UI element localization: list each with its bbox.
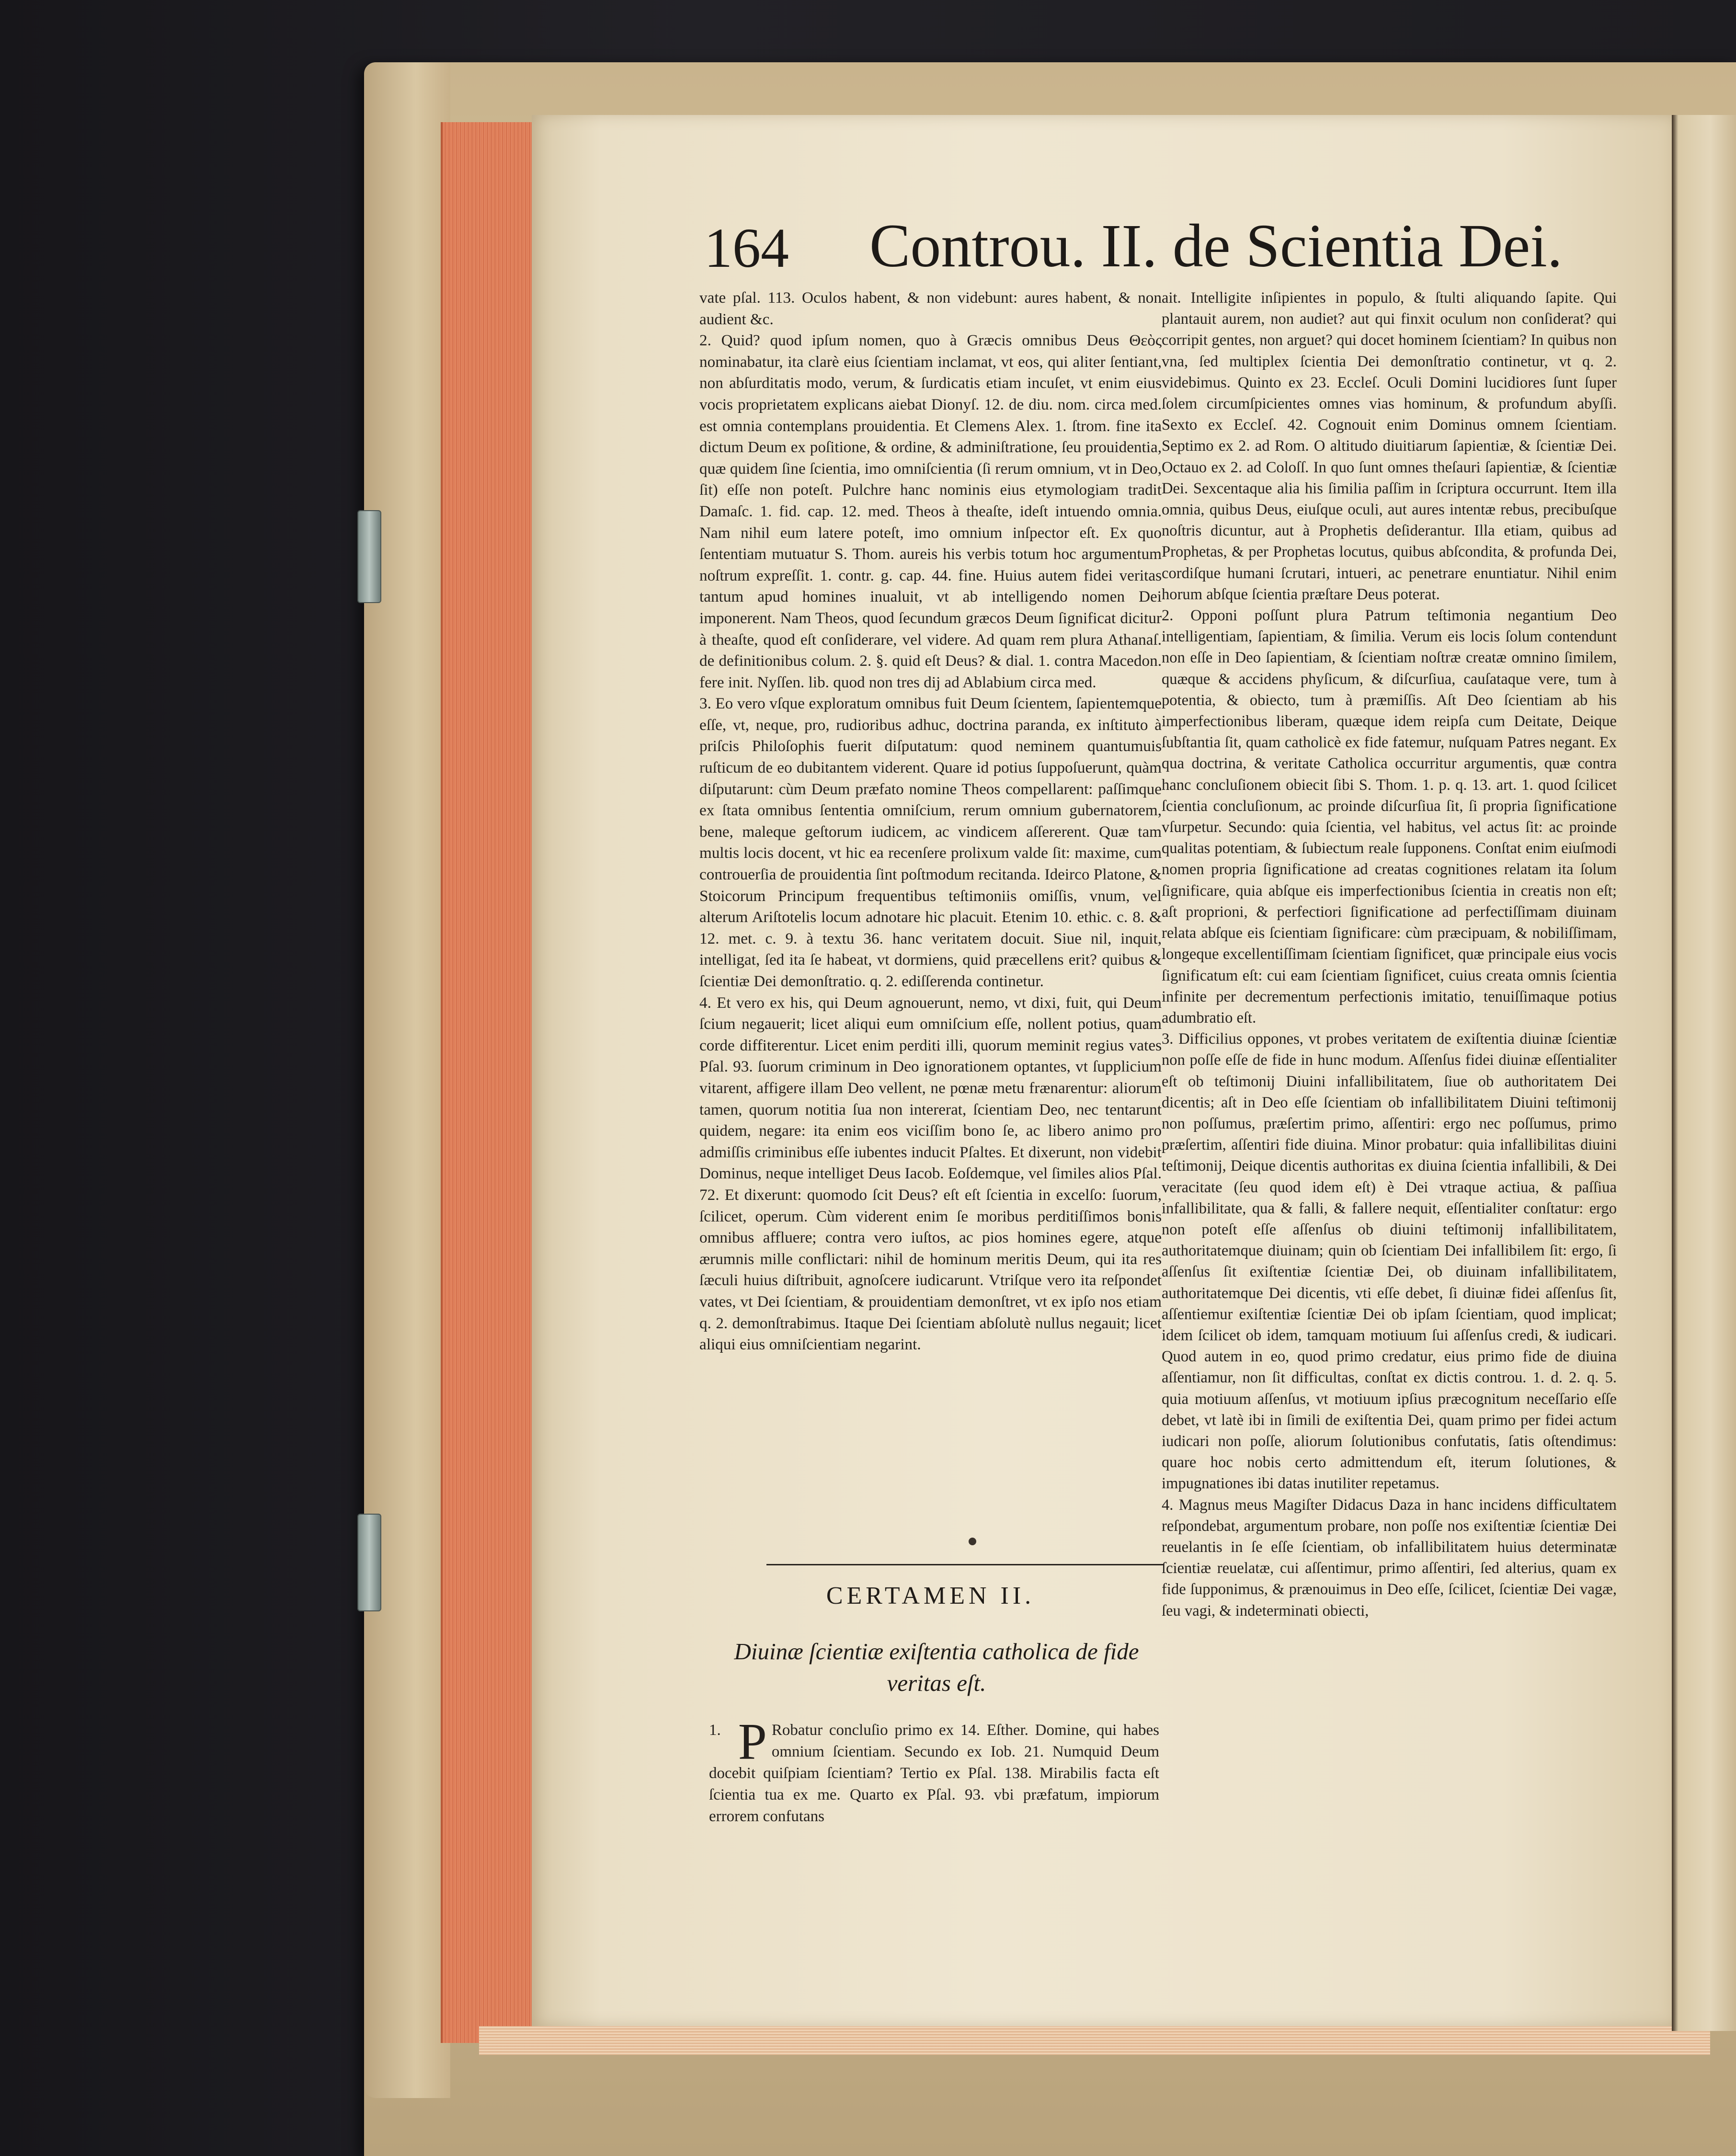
left-paragraph-3: 3. Eo vero vſque exploratum omnibus fuit Deum ſcientem, ſapientemque eſſe, vt, neque, pro, rudioribus adhuc, doctrina paranda, ex inſtituto à priſcis Philoſophis fuerit diſputatum: quod neminem quantumuis ruſticum de eo dubitantem viderent. Quare id potius ſuppoſuerunt, quàm diſputarunt: cùm Deum præfato nomine Theos compellarent: paſſimque ex ſtata omnibus ſententia omniſcium, rerum omnium gubernatorem, bene, maleque geſtorum iudicem, ac vindicem aſſererent. Quæ tam multis locis docent, vt hic ea recenſere prolixum valde ſit: maxime, cum controuerſia de prouidentia ſint poſtmodum recitanda. Ideirco Platone, & Stoicorum Principum frequentibus teſtimoniis omiſſis, vnum, vel alterum Ariſtotelis locum adnotare hic placuit. Etenim 10. ethic. c. 8. & 12. met. c. 9. à textu 36. hanc veritatem docuit. Siue nil, inquit, intelligat, ſed ita ſe habeat, vt dormiens, quid præcellens erit? quibus & ſcientiæ Dei demonſtratio. q. 2. ediſſerenda continetur. [699,695,1162,990]
facing-page-edge [1672,115,1736,2031]
page-header [704,211,1563,283]
cover-spine-edge [364,62,450,2098]
certamen-first-paragraph [709,1713,1159,1827]
right-paragraph-2: 2. Opponi poſſunt plura Patrum teſtimonia negantium Deo intelligentiam, ſapientiam, & ſimilia. Verum eis locis ſolum contendunt non eſſe in Deo ſapientiam, & ſcientiam noſtræ creatæ omnino ſimilem, quæque & accidens phyſicum, & diſcurſiua, cauſataque vere, tum à potentia, & obiecto, tum à præmiſſis. Aſt Deo ſcientiam ab his imperfectionibus liberam, quæque idem reipſa cum Deitate, Deique ſubſtantia ſit, quam catholicè ex fide fatemur, nuſquam Patres negant. Ex qua doctrina, & veritate Catholica occurritur argumentis, quæ contra hanc concluſionem obiecit ſibi S. Thom. 1. p. q. 13. art. 1. quod ſcilicet ſcientia concluſionum, ac proinde diſcurſiua ſit, ſi propria ſignificatione vſurpetur. Secundo: quia ſcientia, vel habitus, vel actus ſit: ac proinde qualitas potentiam, & ſubiectum reale ſupponens. Conſtat enim eiuſmodi nomen propria ſignificatione ad creatas cognitiones relatam ita ſolum ſignificare, quia abſque eis imperfectionibus ſcientia in creatis non eſt; aſt proprioni, & perfectiori ſignificatione ad perfectiſſimam diuinam relata abſque eis ſcientiam ſignificare: cùm præcipuam, & nobiliſſimam, longeque excellentiſſimam ſcientiam ſignificet, quæ principale eius vocis ſignificatum eſt: cui eam ſcientiam ſignificet, cuius creata omnis ſcientia infinite per decrementum perfectionis imitatio, tenuiſſimaque potius adumbratio eſt. [1162,607,1617,1027]
running-title: Controu. II. de Scientia Dei. [869,212,1563,280]
left-paragraph-2: 2. Quid? quod ipſum nomen, quo à Græcis omnibus Deus Θεὸς nominabatur, ita clarè eius ſcientiam inclamat, vt eos, qui aliter ſentiant, non abſurditatis modo, verum, & ſurdicatis etiam incuſet, vt enim eius vocis proprietatem explicans aiebat Dionyſ. 12. de diu. nom. circa med. est omnia contemplans prouidentia. Et Clemens Alex. 1. ſtrom. fine ita dictum Deum ex poſitione, & ordine, & adminiſtratione, ſeu prouidentia, quæ quidem ſine ſcientia, imo omniſcientia (ſi rerum omnium, vt in Deo, ſit) eſſe non poteſt. Pulchre hanc nominis eius etymologiam tradit Damaſc. 1. fid. cap. 12. med. Theos à theaſte, ideſt intuendo omnia. Nam nihil eum latere poteſt, imo omnium inſpector eſt. Ex quo ſententiam mutuatur S. Thom. aureis his verbis totum hoc argumentum noſtrum expreſſit. 1. contr. g. cap. 44. fine. Huius autem fidei veritas tantum apud homines inualuit, vt ab intelligendo nomen Dei imponerent. Nam Theos, quod ſecundum græcos Deum ſignificat dicitur à theaſte, quod eſt conſiderare, vel videre. Ad quam rem plura Athanaſ. de definitionibus colum. 2. §. quid eſt Deus? & dial. 1. contra Macedon. fere init. Nyſſen. lib. quod non tres dij ad Ablabium circa med. [699,331,1162,691]
drop-capital: P [738,1713,767,1770]
left-paragraph-4: 4. Et vero ex his, qui Deum agnouerunt, nemo, vt dixi, fuit, qui Deum ſcium negauerit; licet aliqui eum omniſcium eſſe, nollent potius, quam corde diffiterentur. Licet enim perditi illi, quorum meminit regius vates Pſal. 93. ſuorum criminum in Deo ignorationem optantes, vt ſupplicium vitarent, affigere illam Deo vellent, ne pœnæ metu frænarentur: aliorum tamen, quorum notitia ſua non intererat, ſcientiam Deo, nec tentarunt quidem, negare: ita enim eos viciſſim bono ſe, ac libero animo pro admiſſis criminibus eſſe iubentes inducit Pſaltes. Et dixerunt, non videbit Dominus, neque intelliget Deus Iacob. Eoſdemque, vel ſimiles alios Pſal. 72. Et dixerunt: quomodo ſcit Deus? eſt eſt ſcientia in excelſo: ſuorum, ſcilicet, operum. Cùm viderent enim ſe moribus perditiſſimos bonis omnibus affluere; contra vero iuſtos, ac pios homines egere, atque ærumnis mille conflictari: nihil de hominum meritis Deum, qui ita res ſæculi huius diſtribuit, agnoſcere iudicarunt. Vtriſque vero ita reſpondet vates, vt Dei ſcientiam, & prouidentiam demonſtret, vt ex ipſo nos etiam q. 2. demonſtrabimus. Itaque Dei ſcientiam abſolutè nullus negauit; licet aliqui eius omniſcientiam negarint. [699,993,1162,1354]
left-column [699,287,1162,1356]
section-subtitle: Diuinæ ſcientiæ exiſtentia catholica de fide veritas eſt. [734,1638,1139,1696]
right-paragraph-4: 4. Magnus meus Magiſter Didacus Daza in hanc incidens difficultatem reſpondebat, argumentum probare, non poſſe nos exiſtentiæ ſcientiæ Dei reuelantis in ſe eſſe ſcientiam, ob infallibilitatem huius determinatæ ſcientiæ reuelatæ, cui aſſentimur, primo aſſentiri, ſed alterius, quam ex fide ſupponimus, & prænouimus in Deo eſſe, ſcilicet, ſcientiæ Dei vagæ, ſeu vagi, & indeterminati obiecti, [1162,1496,1617,1620]
ornament-dot [969,1538,976,1545]
section-rule [766,1564,1164,1565]
left-paragraph-1: vate pſal. 113. Oculos habent, & non videbunt: aures habent, & non audient &c. [699,289,1162,328]
right-paragraph-1: ait. Intelligite inſipientes in populo, & ſtulti aliquando ſapite. Qui plantauit aurem, non audiet? aut qui finxit oculum non conſiderat? qui corripit gentes, non arguet? qui docet hominem ſcientiam? In quibus non vna, ſed multiplex ſcientia Dei demonſtratio continetur, vt q. 2. videbimus. Quinto ex 23. Eccleſ. Oculi Domini lucidiores ſunt ſuper ſolem circumſpicientes omnes vias hominum, & profundum abyſſi. Sexto ex Eccleſ. 42. Cognouit enim Dominus omnem ſcientiam. Septimo ex 2. ad Rom. O altitudo diuitiarum ſapientiæ, & ſcientiæ Dei. Octauo ex 2. ad Coloſſ. In quo ſunt omnes theſauri ſapientiæ, & ſcientiæ Dei. Sexcentaque alia his ſimilia paſſim in ſcriptura occurrunt. Item illa omnia, quibus Deus, eiuſque oculi, aut aures intentæ rebus, precibuſque noſtris dicuntur, aut à Prophetis deſiderantur. Illa etiam, quibus ad Prophetas, & per Prophetas locutus, quibus abſcondita, & profunda Dei, cordiſque humani ſcrutari, intueri, ac penetrare enuntiatur. Nihil enim horum abſque ſcientia præſtare Deus poterat. [1162,289,1617,603]
page-edges-bottom [479,2026,1710,2055]
right-column [1162,287,1617,1621]
certamen-paragraph-text: Robatur concluſio primo ex 14. Eſther. Domine, qui habes omnium ſcientiam. Secundo ex Iob. 21. Numquid Deum docebit quiſpiam ſcientiam? Tertio ex Pſal. 138. Mirabilis facta eſt ſcientia tua ex me. Quarto ex Pſal. 93. vbi præfatum, impiorum errorem confutans [709,1722,1159,1825]
paragraph-number: 1. [709,1722,721,1739]
page-number: 164 [704,217,789,279]
section-heading: CERTAMEN II. [826,1582,1035,1609]
clasp-upper [357,510,381,603]
clasp-lower [357,1514,381,1611]
right-paragraph-3: 3. Difficilius oppones, vt probes veritatem de exiſtentia diuinæ ſcientiæ non poſſe eſſe de fide in hunc modum. Aſſenſus fidei diuinæ eſſentialiter eſt ob teſtimonij Diuini infallibilitatem, ſiue ob authoritatem Dei dicentis; aſt in Deo eſſe ſcientiam ob infallibilitatem Diuini teſtimonij non poſſumus, præſertim primo, aſſentiri: ergo nec poſſumus, primo præſertim, aſſentiri fide diuina. Minor probatur: quia infallibilitas diuini teſtimonij, Deique dicentis authoritas ex diuina ſcientia infallibili, & Dei veracitate (ſeu quod idem eſt) è Dei vtraque actiua, & paſſiua infallibilitate, qua & falli, & fallere nequit, eſſentialiter conſtatur: ergo non poteſt eſſe aſſenſus ob diuini teſtimonij infallibilitatem, authoritatemque diuinam; quin ob ſcientiam Dei infallibilem ſit: ergo, ſi aſſenſus ſit exiſtentiæ ſcientiæ Dei, ob diuinam infallibilitatem, authoritatemque Dei dicentis, vti eſſe debet, ſi diuinæ fidei aſſenſus ſit, aſſentiemur exiſtentiæ ſcientiæ Dei ob ipſam ſcientiam, quod implicat; idem ſcilicet ob idem, tamquam motiuum ſui aſſenſus credi, & iudicari. Quod autem in eo, quod primo credatur, eius primo fide de diuina aſſentiamur, non ſit difficultas, conſtat ex dictis controu. 1. d. 2. q. 5. quia motiuum aſſenſus, vt motiuum ipſius præcognitum neceſſario eſſe debet, vt latè ibi in ſimili de exiſtentia Dei, quam primo per fidei actum iudicari non poſſe, aliorum ſolutionibus confutatis, ſatis oſtendimus: quare hoc nobis certo admittendum eſt, iterum ſolutiones, & impugnationes ibi datas inutiliter repetamus. [1162,1030,1617,1493]
